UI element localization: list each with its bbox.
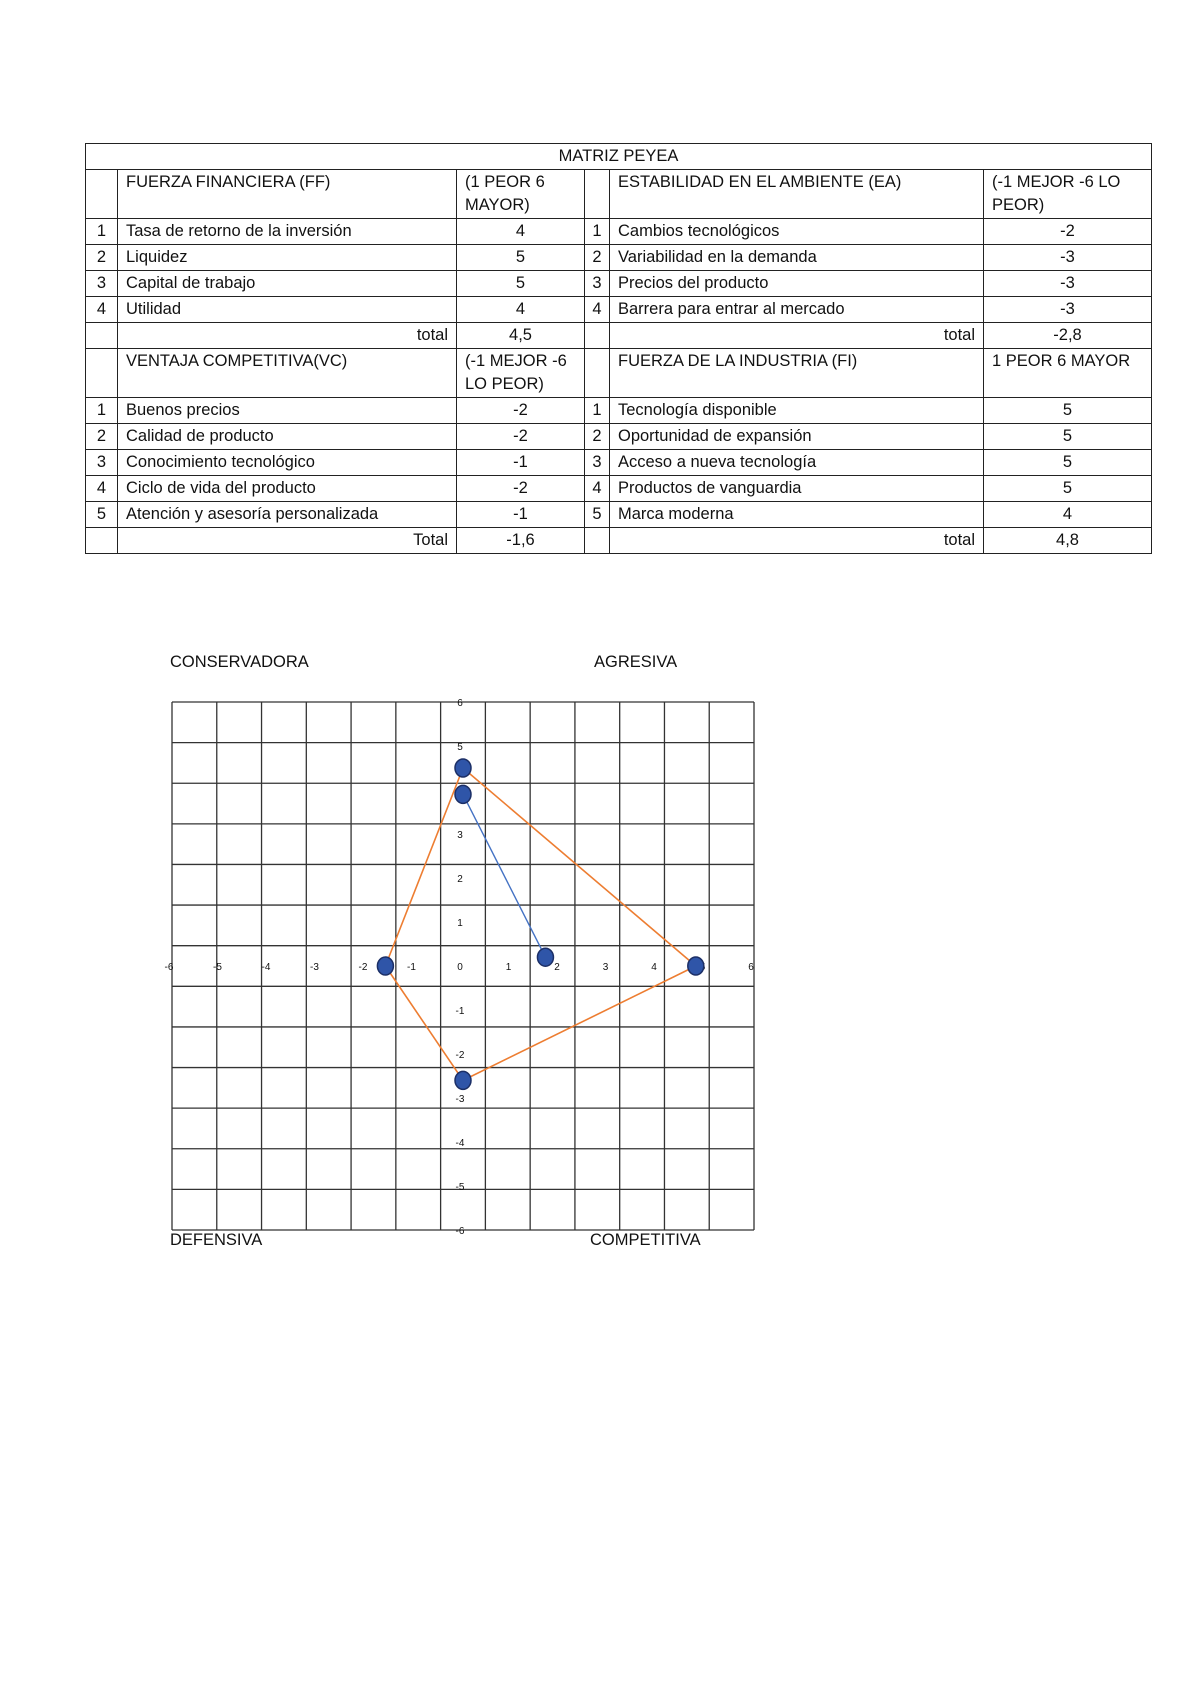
item-number: 4 (585, 476, 610, 502)
item-label: Buenos precios (118, 398, 457, 424)
y-tick-label: -3 (455, 1094, 465, 1105)
factor-header: FUERZA DE LA INDUSTRIA (FI) (610, 349, 984, 398)
vector-line (463, 794, 545, 957)
scale-header: (-1 MEJOR -6 LO PEOR) (457, 349, 585, 398)
item-label: Precios del producto (610, 271, 984, 297)
total-label: total (610, 323, 984, 349)
item-value: -2 (457, 398, 585, 424)
y-tick-label: 5 (457, 742, 463, 753)
item-label: Capital de trabajo (118, 271, 457, 297)
total-value: 4,8 (984, 528, 1152, 554)
polygon-edge (463, 966, 696, 1080)
item-number: 2 (585, 245, 610, 271)
item-number: 3 (585, 450, 610, 476)
item-value: 5 (984, 476, 1152, 502)
y-tick-label: -6 (455, 1226, 465, 1237)
polygon-edge (385, 966, 463, 1080)
item-label: Calidad de producto (118, 424, 457, 450)
total-label: total (610, 528, 984, 554)
y-tick-label: 3 (457, 830, 463, 841)
item-value: -2 (984, 219, 1152, 245)
item-value: -1 (457, 450, 585, 476)
item-value: 4 (984, 502, 1152, 528)
y-tick-label: 6 (457, 698, 463, 709)
item-label: Oportunidad de expansión (610, 424, 984, 450)
scale-header: (-1 MEJOR -6 LO PEOR) (984, 170, 1152, 219)
data-point-marker (455, 785, 471, 803)
item-value: -2 (457, 476, 585, 502)
item-number: 1 (585, 398, 610, 424)
x-tick-label: 2 (554, 962, 560, 973)
matrix-title: MATRIZ PEYEA (86, 144, 1152, 170)
item-value: -1 (457, 502, 585, 528)
factor-header: FUERZA FINANCIERA (FF) (118, 170, 457, 219)
item-label: Tasa de retorno de la inversión (118, 219, 457, 245)
total-label: Total (118, 528, 457, 554)
item-label: Atención y asesoría personalizada (118, 502, 457, 528)
quadrant-label-competitiva: COMPETITIVA (590, 1231, 701, 1249)
item-label: Barrera para entrar al mercado (610, 297, 984, 323)
total-value: -1,6 (457, 528, 585, 554)
factor-header: VENTAJA COMPETITIVA(VC) (118, 349, 457, 398)
x-tick-label: 6 (748, 962, 754, 973)
item-label: Conocimiento tecnológico (118, 450, 457, 476)
item-number: 4 (585, 297, 610, 323)
factor-header: ESTABILIDAD EN EL AMBIENTE (EA) (610, 170, 984, 219)
x-tick-label: -2 (358, 962, 368, 973)
item-value: 5 (984, 398, 1152, 424)
x-tick-label: 4 (651, 962, 657, 973)
polygon-edge (385, 768, 463, 966)
item-value: 5 (984, 450, 1152, 476)
item-value: -3 (984, 245, 1152, 271)
item-value: 5 (984, 424, 1152, 450)
total-label: total (118, 323, 457, 349)
x-tick-label: -5 (213, 962, 222, 973)
x-tick-label: -3 (310, 962, 319, 973)
scale-header: 1 PEOR 6 MAYOR (984, 349, 1152, 398)
y-tick-label: -2 (455, 1050, 465, 1061)
scale-header: (1 PEOR 6 MAYOR) (457, 170, 585, 219)
y-tick-label: 2 (457, 874, 463, 885)
y-tick-label: -4 (455, 1138, 465, 1149)
item-number: 4 (86, 297, 118, 323)
item-label: Acceso a nueva tecnología (610, 450, 984, 476)
y-tick-label: 1 (457, 918, 463, 929)
item-label: Cambios tecnológicos (610, 219, 984, 245)
item-label: Utilidad (118, 297, 457, 323)
item-number: 5 (585, 502, 610, 528)
item-number: 3 (86, 450, 118, 476)
data-point-marker (455, 759, 471, 777)
data-point-marker (377, 957, 393, 975)
item-label: Liquidez (118, 245, 457, 271)
item-number: 1 (86, 219, 118, 245)
item-value: 5 (457, 271, 585, 297)
y-tick-label: -5 (455, 1182, 465, 1193)
x-tick-label: 3 (602, 962, 609, 973)
item-value: -2 (457, 424, 585, 450)
data-point-marker (455, 1071, 471, 1089)
quadrant-label-defensiva: DEFENSIVA (170, 1231, 263, 1249)
item-value: 4 (457, 219, 585, 245)
item-number: 1 (585, 219, 610, 245)
item-label: Ciclo de vida del producto (118, 476, 457, 502)
item-number: 3 (585, 271, 610, 297)
item-value: -3 (984, 271, 1152, 297)
item-number: 3 (86, 271, 118, 297)
quadrant-label-conservadora: CONSERVADORA (170, 653, 309, 671)
item-number: 2 (86, 424, 118, 450)
quadrant-label-agresiva: AGRESIVA (594, 653, 678, 671)
x-tick-label: -4 (261, 962, 271, 973)
item-label: Productos de vanguardia (610, 476, 984, 502)
item-label: Tecnología disponible (610, 398, 984, 424)
total-value: 4,5 (457, 323, 585, 349)
data-point-marker (537, 948, 553, 966)
x-tick-label: -6 (164, 962, 174, 973)
y-tick-label: -1 (455, 1006, 465, 1017)
x-tick-label: 0 (457, 962, 463, 973)
item-number: 1 (86, 398, 118, 424)
item-number: 2 (86, 245, 118, 271)
polygon-edge (463, 768, 696, 966)
item-value: 4 (457, 297, 585, 323)
x-tick-label: 1 (505, 962, 512, 973)
total-value: -2,8 (984, 323, 1152, 349)
item-value: -3 (984, 297, 1152, 323)
x-tick-label: -1 (407, 962, 416, 973)
item-number: 4 (86, 476, 118, 502)
item-value: 5 (457, 245, 585, 271)
item-number: 5 (86, 502, 118, 528)
item-label: Variabilidad en la demanda (610, 245, 984, 271)
data-point-marker (688, 957, 704, 975)
item-number: 2 (585, 424, 610, 450)
item-label: Marca moderna (610, 502, 984, 528)
